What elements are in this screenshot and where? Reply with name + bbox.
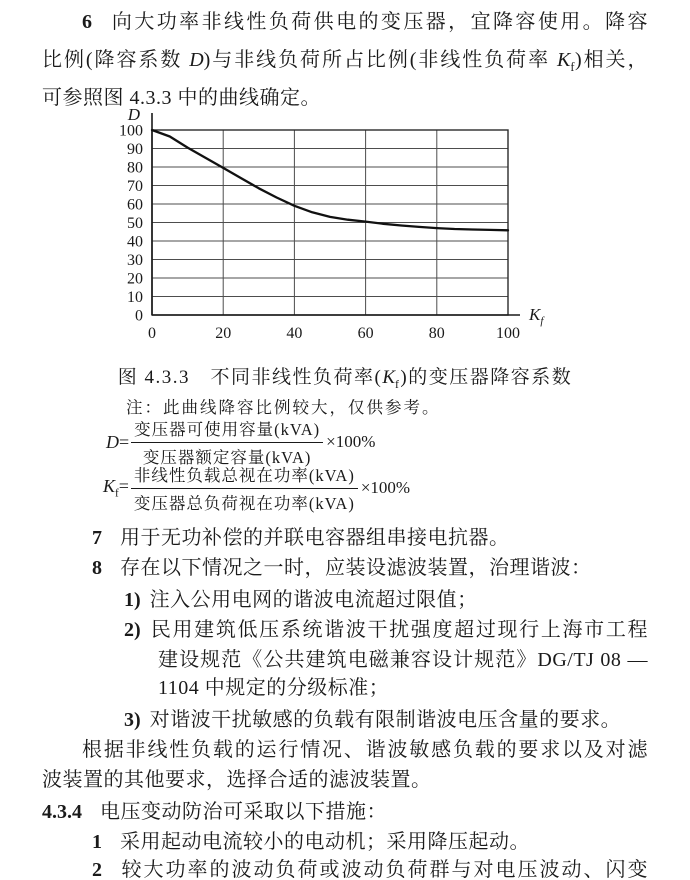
formula-d-numerator: 变压器可使用容量(kVA) — [131, 416, 323, 443]
subitem-2-text-3: 1104 中规定的分级标准； — [158, 677, 390, 699]
formula-nonlinear-load-ratio — [103, 462, 410, 514]
symbol-K-subscript: f — [570, 60, 575, 74]
derating-curve-chart — [100, 104, 560, 354]
clause-6-text-3: 可参照图 4.3.3 中的曲线确定。 — [42, 87, 321, 109]
y-tick-label: 30 — [127, 252, 143, 269]
clause-4-3-4-text: 电压变动防治可采取以下措施： — [100, 801, 387, 823]
y-tick-label: 90 — [127, 141, 143, 158]
measure-2 — [92, 856, 648, 880]
subitem-1-number: 1) — [124, 589, 141, 611]
symbol-K-subscript: f — [115, 487, 119, 500]
clause-6-text-1: 向大功率非线性负荷供电的变压器，宜降容使用。降容 — [110, 11, 648, 33]
clause-8 — [92, 554, 592, 582]
clause-6-text-2c: )相关， — [574, 49, 648, 71]
x-tick-label: 80 — [428, 325, 445, 342]
figure-caption-text-a: 图 4.3.3 不同非线性负荷率( — [117, 367, 383, 388]
measure-1-number: 1 — [92, 831, 102, 853]
formula-kf-denominator: 变压器总负荷视在功率(kVA) — [133, 494, 355, 513]
clause-7-text: 用于无功补偿的并联电容器组串接电抗器。 — [120, 527, 510, 549]
y-tick-label: 60 — [127, 196, 143, 214]
clause-6-line-2 — [42, 46, 648, 81]
subitem-2-text-1: 民用建筑低压系统谐波干扰强度超过现行上海市工程 — [149, 619, 648, 641]
paragraph-filter-selection-line-1 — [82, 736, 648, 764]
clause-8-text: 存在以下情况之一时，应装设滤波装置，治理谐波： — [120, 557, 592, 579]
figure-caption-symbol-K-sub: f — [395, 377, 401, 391]
measure-2-number: 2 — [92, 859, 102, 880]
y-tick-label: 70 — [127, 178, 143, 195]
subitem-2-line-1 — [124, 616, 648, 644]
equals-sign: = — [118, 476, 129, 497]
clause-8-number: 8 — [92, 557, 102, 579]
paragraph-filter-selection-text-2: 波装置的其他要求，选择合适的滤波装置。 — [42, 769, 432, 791]
clause-4-3-4 — [42, 798, 387, 826]
formula-kf-fraction — [131, 462, 358, 514]
formula-derating-ratio — [106, 416, 375, 468]
equals-sign: = — [119, 431, 130, 452]
formula-d-multiplier: ×100% — [326, 432, 376, 451]
formula-d-lhs — [106, 432, 129, 453]
formula-d-fraction — [131, 416, 323, 468]
clause-6-line-1 — [42, 8, 648, 36]
measure-2-text: 较大功率的波动负荷或波动负荷群与对电压波动、闪变 — [120, 859, 648, 880]
y-tick-label: 20 — [127, 270, 143, 288]
subitem-3-number: 3) — [124, 709, 141, 731]
y-tick-label: 40 — [127, 233, 143, 251]
measure-1-text: 采用起动电流较小的电动机；采用降压起动。 — [120, 831, 530, 853]
paragraph-filter-selection-line-2 — [42, 766, 432, 794]
figure-caption-text-b: )的变压器降容系数 — [400, 367, 573, 388]
clause-7 — [92, 524, 510, 552]
symbol-D: D — [106, 431, 119, 452]
subitem-2-line-2 — [158, 646, 648, 674]
x-axis-title: $K_f$ — [529, 305, 544, 327]
subitem-3 — [124, 706, 621, 734]
y-axis-title: D — [127, 105, 140, 124]
formula-kf-numerator: 非线性负载总视在功率(kVA) — [131, 462, 358, 489]
x-tick-label: 0 — [148, 325, 156, 342]
y-tick-label: 80 — [127, 159, 143, 177]
y-tick-label: 0 — [135, 307, 143, 325]
derating-curve — [152, 130, 508, 230]
subitem-2-line-3 — [158, 674, 389, 702]
clause-4-3-4-number: 4.3.4 — [42, 801, 82, 823]
subitem-3-text: 对谐波干扰敏感的负载有限制谐波电压含量的要求。 — [149, 709, 622, 731]
x-tick-label: 100 — [496, 325, 520, 342]
measure-1 — [92, 828, 530, 856]
subitem-2-text-2: 建设规范《公共建筑电磁兼容设计规范》DG/TJ 08 — — [158, 649, 648, 671]
clause-6-text-2a: 比例(降容系数 — [42, 49, 190, 71]
subitem-1 — [124, 586, 478, 614]
clause-6-number: 6 — [82, 11, 92, 33]
y-tick-label: 10 — [127, 289, 143, 306]
figure-caption-symbol-K: K — [382, 367, 395, 388]
formula-kf-lhs — [103, 476, 129, 500]
x-tick-label: 60 — [357, 325, 374, 342]
figure-caption — [42, 362, 648, 392]
paragraph-filter-selection-text-1: 根据非线性负载的运行情况、谐波敏感负载的要求以及对滤 — [82, 739, 648, 761]
subitem-2-number: 2) — [124, 619, 141, 641]
figure-note-text: 注：此曲线降容比例较大，仅供参考。 — [126, 398, 441, 417]
formula-kf-multiplier: ×100% — [360, 478, 411, 497]
x-tick-label: 20 — [215, 325, 232, 342]
subitem-1-text: 注入公用电网的谐波电流超过限值； — [149, 589, 478, 611]
y-tick-label: 100 — [119, 122, 143, 140]
symbol-K: K — [103, 476, 116, 497]
symbol-D: D — [189, 49, 204, 71]
figure-note — [126, 394, 441, 418]
x-tick-label: 40 — [286, 325, 303, 342]
formula-d-denominator: 变压器额定容量(kVA) — [142, 448, 312, 467]
symbol-K: K — [557, 49, 571, 71]
y-tick-label: 50 — [127, 215, 143, 232]
clause-6-text-2b: )与非线负荷所占比例(非线性负荷率 — [203, 49, 557, 71]
clause-7-number: 7 — [92, 527, 102, 549]
